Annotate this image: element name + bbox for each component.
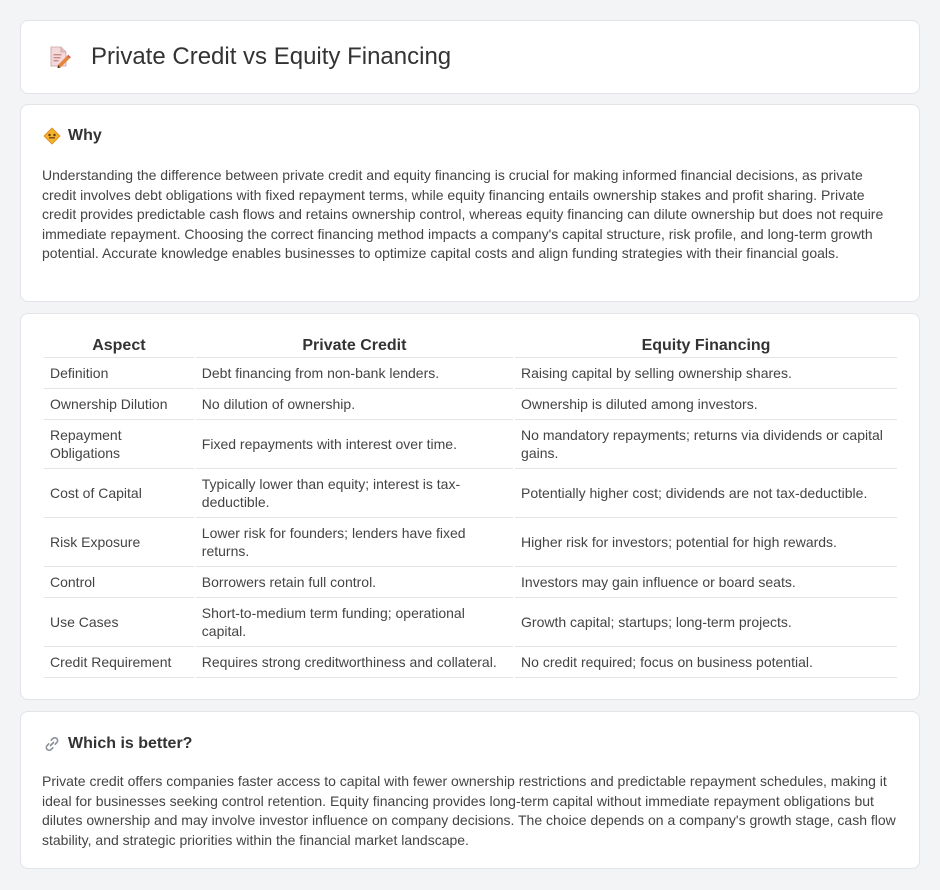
cell-private-credit: Short-to-medium term funding; operational capital.: [196, 598, 513, 647]
document-pencil-icon: [47, 45, 71, 69]
diamond-warning-icon: [43, 127, 61, 145]
table-row: [44, 358, 897, 389]
cell-aspect: Use Cases: [44, 598, 194, 647]
cell-aspect: Risk Exposure: [44, 518, 194, 567]
which-is-better-section: [20, 711, 920, 869]
cell-private-credit: Borrowers retain full control.: [196, 567, 513, 598]
table-row: [44, 469, 897, 518]
cell-private-credit: Lower risk for founders; lenders have fixed returns.: [196, 518, 513, 567]
cell-equity-financing: Potentially higher cost; dividends are not tax-deductible.: [515, 469, 897, 518]
cell-private-credit: Fixed repayments with interest over time.: [196, 420, 513, 469]
cell-equity-financing: Ownership is diluted among investors.: [515, 389, 897, 420]
cell-aspect: Repayment Obligations: [44, 420, 194, 469]
cell-aspect: Cost of Capital: [44, 469, 194, 518]
cell-equity-financing: No mandatory repayments; returns via dividends or capital gains.: [515, 420, 897, 469]
cell-equity-financing: Higher risk for investors; potential for high rewards.: [515, 518, 897, 567]
which-is-better-title: Which is better?: [68, 735, 193, 752]
cell-equity-financing: Investors may gain influence or board seats.: [515, 567, 897, 598]
table-row: [44, 567, 897, 598]
cell-private-credit: No dilution of ownership.: [196, 389, 513, 420]
cell-private-credit: Requires strong creditworthiness and collateral.: [196, 647, 513, 678]
comparison-table: [42, 336, 899, 678]
link-icon: [43, 735, 61, 753]
why-section: [20, 104, 920, 302]
why-title: Why: [68, 127, 102, 144]
comparison-table-card: [20, 313, 920, 700]
cell-aspect: Ownership Dilution: [44, 389, 194, 420]
cell-equity-financing: Growth capital; startups; long-term projects.: [515, 598, 897, 647]
cell-aspect: Credit Requirement: [44, 647, 194, 678]
header-card: [20, 20, 920, 94]
cell-private-credit: Debt financing from non-bank lenders.: [196, 358, 513, 389]
table-row: [44, 598, 897, 647]
table-row: [44, 389, 897, 420]
table-row: [44, 647, 897, 678]
table-row: [44, 420, 897, 469]
header-equity-financing: Equity Financing: [515, 336, 897, 358]
which-is-better-text: Private credit offers companies faster access to capital with fewer ownership restrictions and predictable repayment schedules, making it ideal for businesses seeking control retention. Equity financing provides long-term capital without immediate repayment obligations but dilutes ownership and may involve investor influence on company decisions. The choice depends on a company's growth stage, cash flow stability, and strategic priorities within the financial market landscape.: [42, 773, 896, 848]
cell-aspect: Definition: [44, 358, 194, 389]
cell-private-credit: Typically lower than equity; interest is tax-deductible.: [196, 469, 513, 518]
header-aspect: Aspect: [44, 336, 194, 358]
page-title: Private Credit vs Equity Financing: [91, 43, 452, 70]
why-text: Understanding the difference between private credit and equity financing is crucial for making informed financial decisions, as private credit involves debt obligations with fixed repayment terms, while equity financing entails ownership stakes and profit sharing. Private credit provides predictable cash flows and retains ownership control, whereas equity financing can dilute ownership but does not require immediate repayment. Choosing the correct financing method impacts a company's capital structure, risk profile, and long-term growth potential. Accurate knowledge enables businesses to optimize capital costs and align funding strategies with their financial goals.: [42, 167, 884, 261]
cell-equity-financing: Raising capital by selling ownership shares.: [515, 358, 897, 389]
table-row: [44, 518, 897, 567]
cell-equity-financing: No credit required; focus on business potential.: [515, 647, 897, 678]
cell-aspect: Control: [44, 567, 194, 598]
header-private-credit: Private Credit: [196, 336, 513, 358]
